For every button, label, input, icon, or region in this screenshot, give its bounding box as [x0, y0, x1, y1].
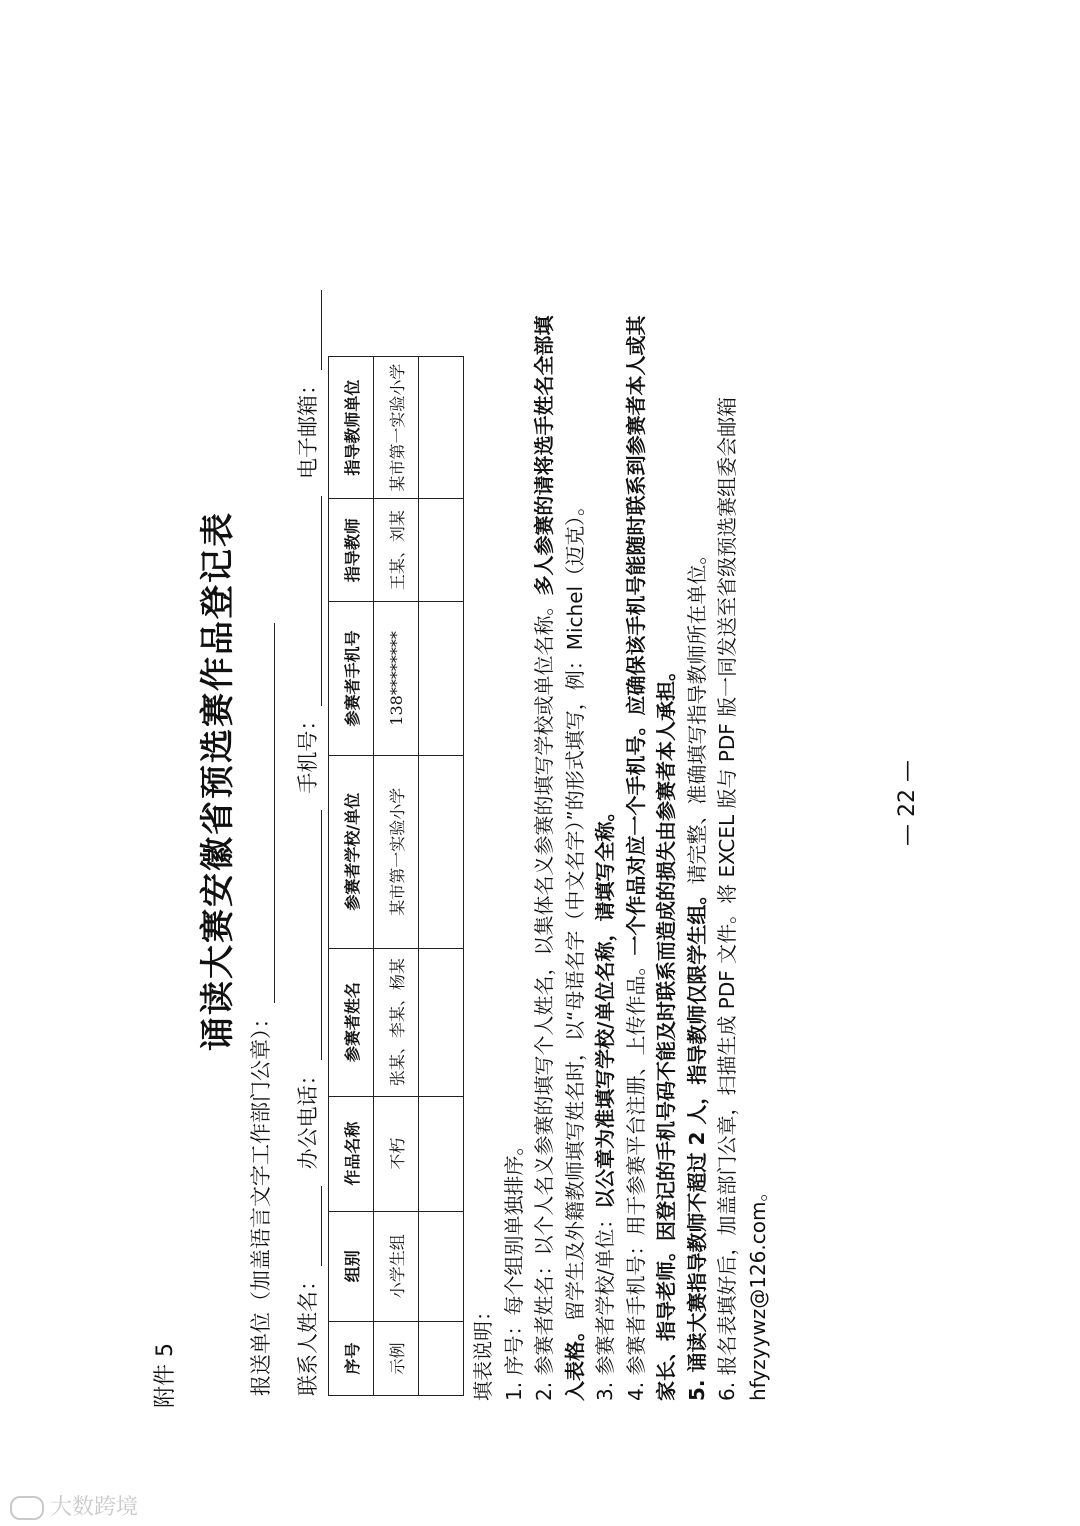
- table-cell: 不朽: [374, 1096, 419, 1211]
- submit-unit-field: [254, 624, 275, 1004]
- watermark-text: 大数跨境: [50, 1495, 139, 1520]
- mobile-label: 手机号：: [296, 709, 320, 794]
- table-cell: 某市第一实验小学: [374, 755, 419, 948]
- watermark: [10, 1490, 138, 1521]
- table-cell: 示例: [374, 1321, 419, 1395]
- contact-name-label: 联系人姓名：: [296, 1270, 320, 1396]
- note-4-bold: 一个作品对应一个手机号。应确保该手机号能随时联系到参赛者本人或其家长、指导老师。因登记的手机号码不能及时联系而造成的损失由参赛者本人承担。: [623, 315, 678, 1401]
- submit-unit-row: [245, 624, 275, 1397]
- notes-heading: 填表说明：: [471, 1301, 495, 1401]
- table-row: [419, 357, 464, 1396]
- note-3-bold: 以公章为准填写学校/单位名称，请填写全称。: [593, 801, 617, 1209]
- note-4-text: 4. 参赛者手机号：用于参赛平台注册、上传作品。: [623, 955, 648, 1401]
- table-cell: 小学生组: [374, 1211, 419, 1321]
- table-cell: [419, 1321, 464, 1395]
- table-cell: [419, 755, 464, 948]
- note-5: [682, 301, 713, 1401]
- note-6: 6. 报名表填好后，加盖部门公章，扫描生成 PDF 文件。将 EXCEL 版与 PDF 版一同发送至省级预选赛组委会邮箱 hfyzyywz@126.com。: [715, 396, 770, 1401]
- contact-name-field: [301, 1186, 322, 1266]
- table-cell: [419, 601, 464, 755]
- table-cell: [419, 1211, 464, 1321]
- header-cell: 指导教师单位: [329, 357, 374, 499]
- table-cell: [419, 948, 464, 1096]
- note-4: [621, 301, 682, 1401]
- header-cell: 参赛者姓名: [329, 948, 374, 1096]
- table-cell: [419, 357, 464, 499]
- note-3-text: 3. 参赛者学校/单位：: [593, 1208, 617, 1401]
- office-phone-label: 办公电话：: [296, 1064, 320, 1170]
- registration-table: [328, 356, 464, 1396]
- page-title: 诵读大赛安徽省预选赛作品登记表: [198, 511, 238, 1051]
- note-2-text: 2. 参赛者姓名：以个人名义参赛的填写个人姓名，以集体名义参赛的填写学校或单位名称。: [532, 595, 556, 1401]
- watermark-logo-icon: [10, 1496, 44, 1520]
- table-cell: 张某、李某、杨某: [374, 948, 419, 1096]
- note-1: 1. 序号：每个组别单独排序。: [501, 1135, 526, 1401]
- table-cell: 某市第一实验小学: [374, 357, 419, 499]
- header-cell: 参赛者手机号: [329, 601, 374, 755]
- attachment-label: 附件 5: [153, 1343, 178, 1408]
- note-5-text: 请完整、准确填写指导教师所在单位。: [684, 544, 709, 885]
- header-cell: 组别: [329, 1211, 374, 1321]
- mobile-field: [301, 496, 322, 706]
- note-3: [590, 301, 621, 1401]
- email-label: 电子邮箱：: [296, 373, 320, 479]
- table-cell: [419, 499, 464, 602]
- email-field: [301, 290, 322, 370]
- header-cell: 参赛者学校/单位: [329, 755, 374, 948]
- submit-unit-label: 报送单位（加盖语言文字工作部门公章）：: [249, 1007, 273, 1396]
- page-number: — 22 —: [895, 760, 920, 846]
- header-cell: 作品名称: [329, 1096, 374, 1211]
- note-2: [529, 301, 590, 1401]
- table-cell: [419, 1096, 464, 1211]
- table-cell: 138********: [374, 601, 419, 755]
- note-2-bold: 多人参赛的请将选手姓名全部填入表格。: [532, 315, 587, 1401]
- table-row: [374, 357, 419, 1396]
- header-cell: 指导教师: [329, 499, 374, 602]
- notes-section: [468, 301, 773, 1401]
- table-cell: 王某、刘某: [374, 499, 419, 602]
- header-cell: 序号: [329, 1321, 374, 1395]
- table-header-row: [329, 357, 374, 1396]
- note-2-extra: 留学生及外籍教师填写姓名时，以“母语名字（中文名字）”的形式填写，例：Michel（迈克）。: [562, 495, 587, 1321]
- contact-row: [292, 290, 322, 1396]
- note-5-bold: 5. 诵读大赛指导教师不超过 2 人，指导教师仅限学生组。: [684, 884, 709, 1401]
- office-phone-field: [301, 810, 322, 1060]
